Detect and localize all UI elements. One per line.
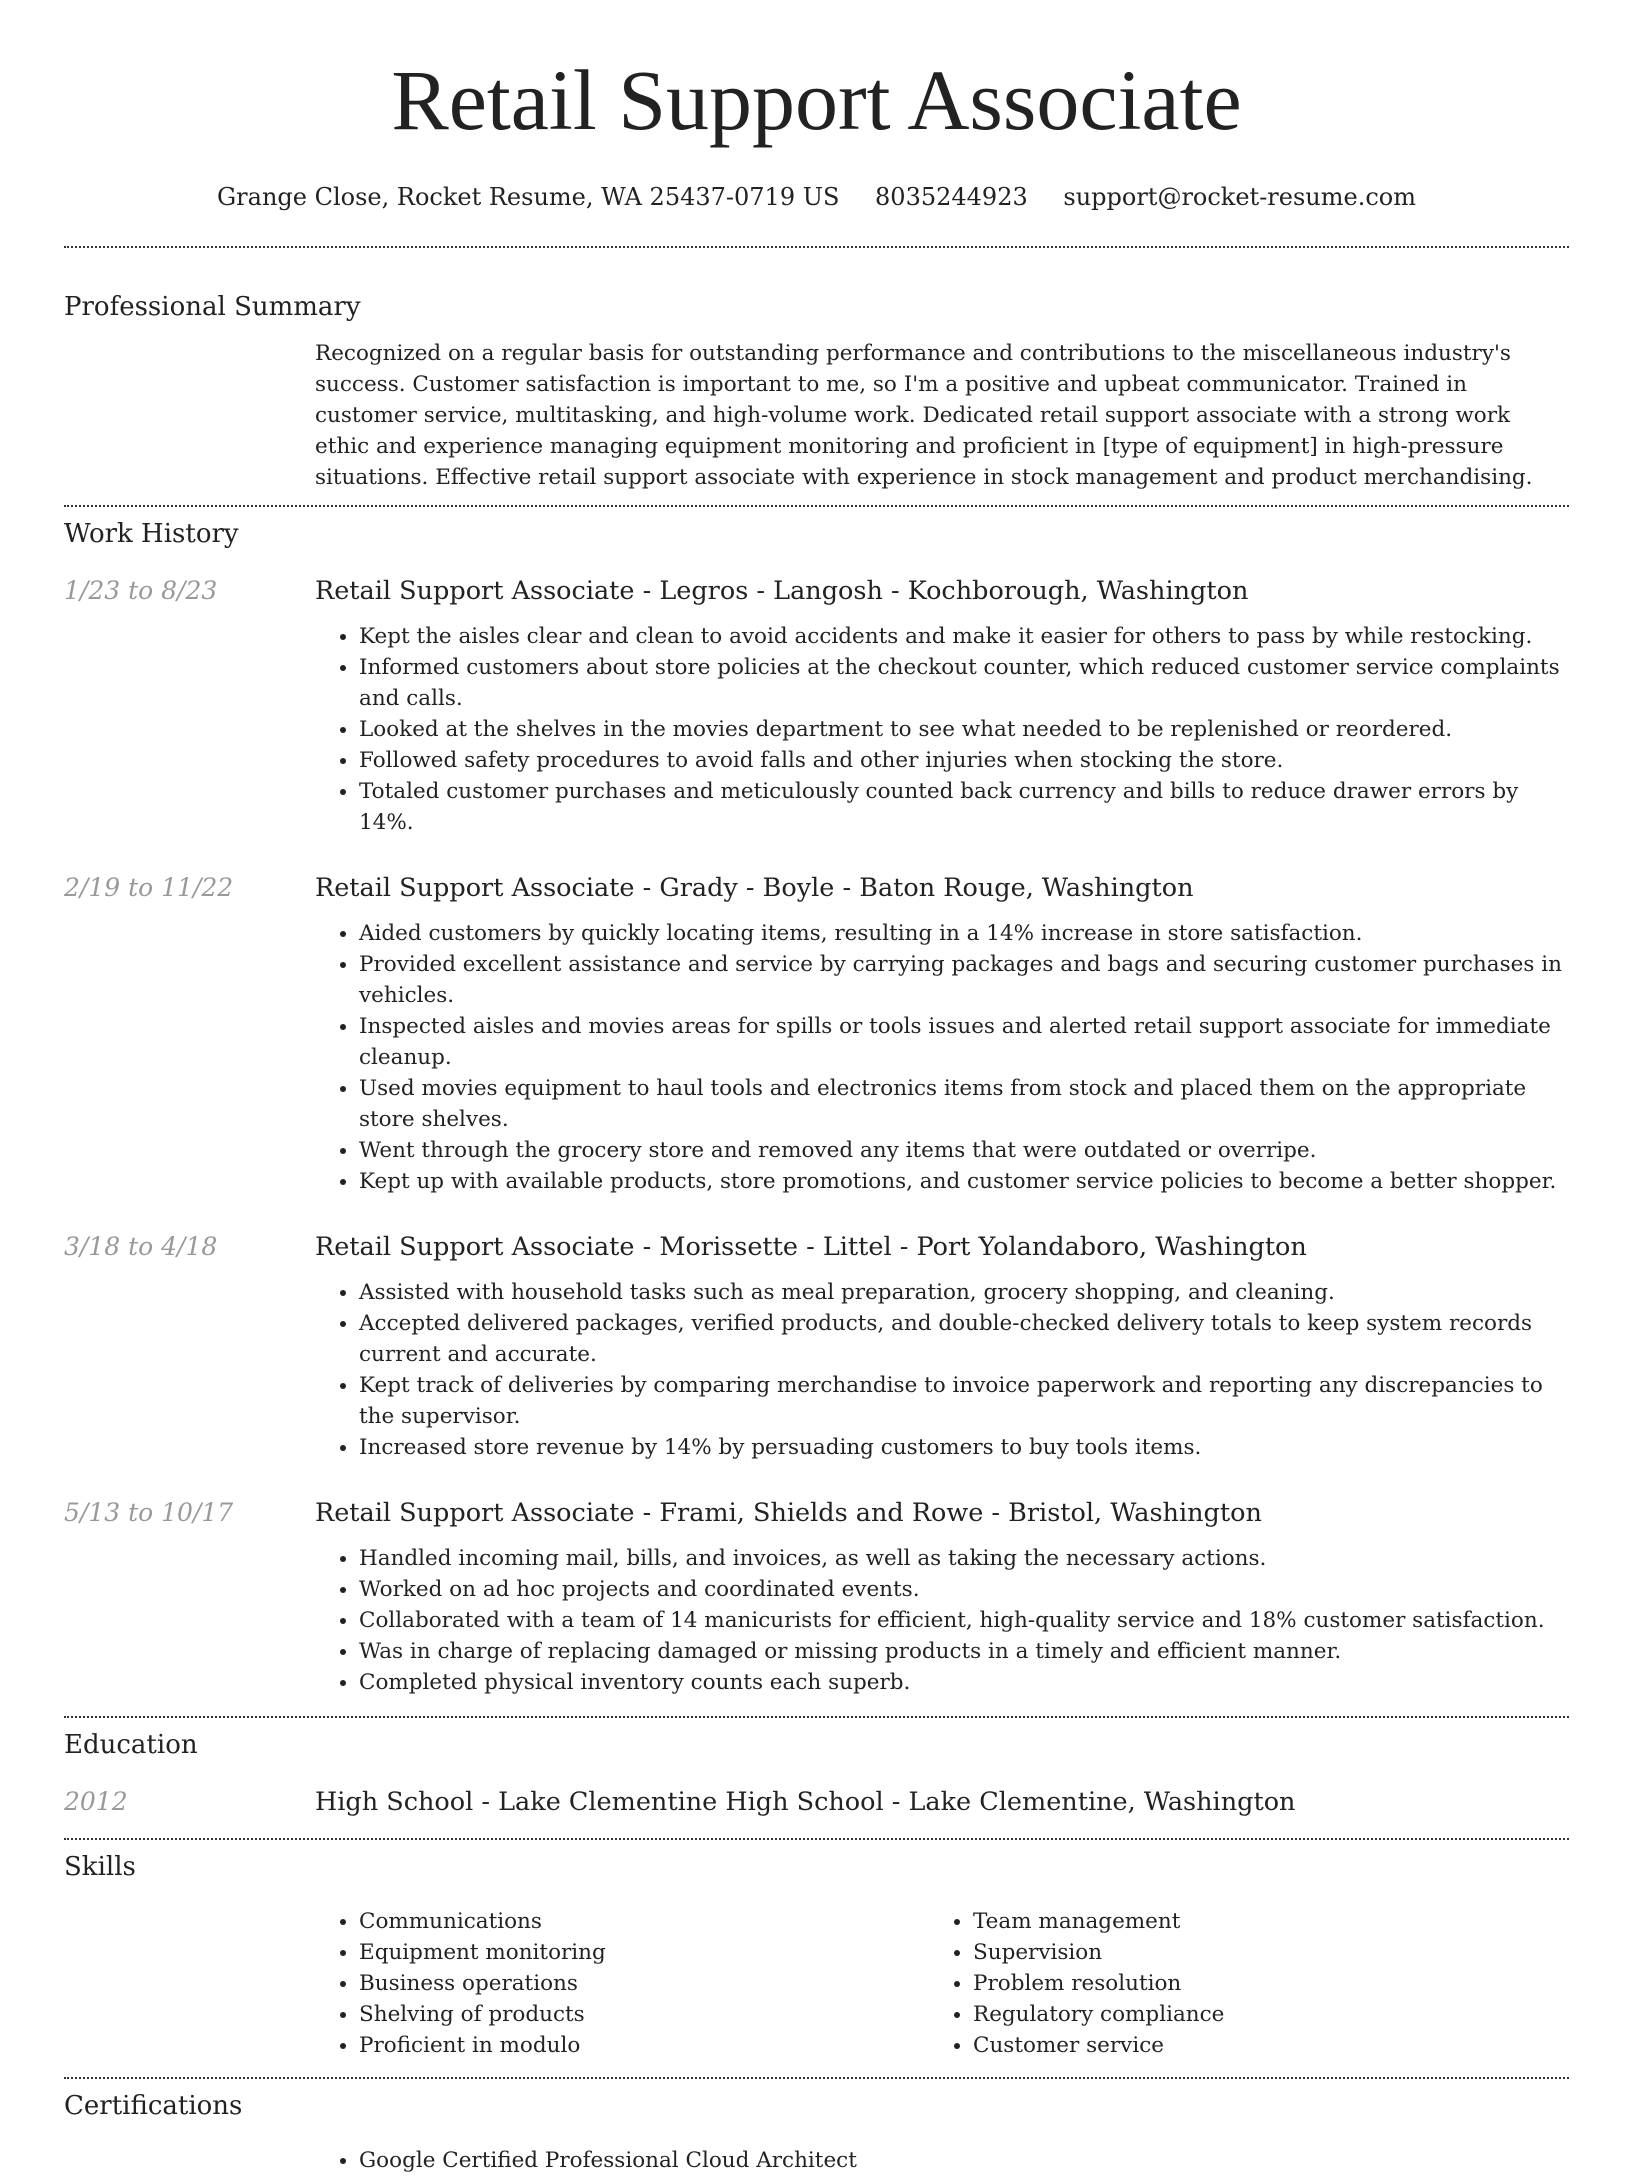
skill-item: • Proficient in modulo bbox=[359, 2030, 929, 2061]
job-bullet: • Informed customers about store policies at the checkout counter, which reduced customer service complaints and calls. bbox=[359, 652, 1569, 714]
job-bullet: • Handled incoming mail, bills, and invoices, as well as taking the necessary actions. bbox=[359, 1543, 1569, 1574]
education-entry bbox=[64, 1786, 1569, 1818]
job-bullet: • Aided customers by quickly locating items, resulting in a 14% increase in store satisfaction. bbox=[359, 918, 1569, 949]
job-dates: 2/19 to 11/22 bbox=[64, 873, 234, 902]
job-bullets bbox=[315, 1543, 1569, 1698]
job-heading: Retail Support Associate - Grady - Boyle - Baton Rouge, Washington bbox=[315, 873, 1194, 903]
job-entry bbox=[64, 575, 1569, 838]
skill-item: • Communications bbox=[359, 1906, 929, 1937]
contact-address: Grange Close, Rocket Resume, WA 25437-0719 US bbox=[217, 183, 840, 211]
job-bullet: • Accepted delivered packages, verified products, and double-checked delivery totals to keep system records current and accurate. bbox=[359, 1308, 1569, 1370]
section-title-work-history: Work History bbox=[64, 519, 239, 549]
skills-column-left bbox=[315, 1906, 929, 2061]
skill-item: • Supervision bbox=[973, 1937, 1543, 1968]
job-entry bbox=[64, 872, 1569, 1197]
divider bbox=[64, 246, 1569, 248]
job-bullet: • Inspected aisles and movies areas for spills or tools issues and alerted retail support associate for immediate cleanup. bbox=[359, 1011, 1569, 1073]
skill-item: • Regulatory compliance bbox=[973, 1999, 1543, 2030]
job-bullet: • Assisted with household tasks such as meal preparation, grocery shopping, and cleaning. bbox=[359, 1277, 1569, 1308]
divider bbox=[64, 505, 1569, 507]
job-bullet: • Completed physical inventory counts each superb. bbox=[359, 1667, 1569, 1698]
job-bullet: • Used movies equipment to haul tools and electronics items from stock and placed them on the appropriate store shelves. bbox=[359, 1073, 1569, 1135]
divider bbox=[64, 1838, 1569, 1840]
skill-item: • Team management bbox=[973, 1906, 1543, 1937]
job-dates: 3/18 to 4/18 bbox=[64, 1232, 218, 1261]
contact-line bbox=[64, 182, 1569, 212]
section-title-education: Education bbox=[64, 1730, 198, 1760]
job-entry bbox=[64, 1231, 1569, 1463]
job-entry bbox=[64, 1497, 1569, 1698]
contact-email: support@rocket-resume.com bbox=[1063, 183, 1416, 211]
skills-column-right bbox=[929, 1906, 1543, 2061]
certification-item: • Google Certified Professional Cloud Architect bbox=[359, 2145, 1569, 2176]
job-bullet: • Looked at the shelves in the movies department to see what needed to be replenished or reordered. bbox=[359, 714, 1569, 745]
job-bullet: • Followed safety procedures to avoid falls and other injuries when stocking the store. bbox=[359, 745, 1569, 776]
skills-list bbox=[315, 1906, 1569, 2061]
section-title-summary: Professional Summary bbox=[64, 292, 361, 322]
job-dates: 1/23 to 8/23 bbox=[64, 576, 218, 605]
resume-title: Retail Support Associate bbox=[391, 52, 1242, 148]
education-year: 2012 bbox=[64, 1787, 128, 1816]
divider bbox=[64, 2077, 1569, 2079]
job-bullet: • Kept track of deliveries by comparing merchandise to invoice paperwork and reporting any discrepancies to the supervisor. bbox=[359, 1370, 1569, 1432]
skill-item: • Equipment monitoring bbox=[359, 1937, 929, 1968]
job-bullet: • Totaled customer purchases and meticulously counted back currency and bills to reduce drawer errors by 14%. bbox=[359, 776, 1569, 838]
divider bbox=[64, 1716, 1569, 1718]
skill-item: • Customer service bbox=[973, 2030, 1543, 2061]
job-bullet: • Worked on ad hoc projects and coordinated events. bbox=[359, 1574, 1569, 1605]
job-bullets bbox=[315, 1277, 1569, 1463]
job-heading: Retail Support Associate - Legros - Langosh - Kochborough, Washington bbox=[315, 576, 1249, 606]
section-title-skills: Skills bbox=[64, 1852, 136, 1882]
skill-item: • Problem resolution bbox=[973, 1968, 1543, 1999]
job-bullet: • Was in charge of replacing damaged or missing products in a timely and efficient manner. bbox=[359, 1636, 1569, 1667]
contact-phone: 8035244923 bbox=[875, 183, 1028, 211]
job-bullet: • Kept the aisles clear and clean to avoid accidents and make it easier for others to pass by while restocking. bbox=[359, 621, 1569, 652]
job-heading: Retail Support Associate - Frami, Shields and Rowe - Bristol, Washington bbox=[315, 1498, 1262, 1528]
job-heading: Retail Support Associate - Morissette - Littel - Port Yolandaboro, Washington bbox=[315, 1232, 1307, 1262]
job-dates: 5/13 to 10/17 bbox=[64, 1498, 234, 1527]
job-bullet: • Increased store revenue by 14% by persuading customers to buy tools items. bbox=[359, 1432, 1569, 1463]
job-bullet: • Went through the grocery store and removed any items that were outdated or overripe. bbox=[359, 1135, 1569, 1166]
resume-page bbox=[64, 0, 1569, 2176]
job-bullet: • Kept up with available products, store promotions, and customer service policies to become a better shopper. bbox=[359, 1166, 1569, 1197]
summary-text: Recognized on a regular basis for outstanding performance and contributions to the miscellaneous industry's success. Customer satisfaction is important to me, so I'm a positive and upbeat communicator. Trained in customer service, multitasking, and high-volume work. Dedicated retail support associate with a strong work ethic and experience managing equipment monitoring and proficient in [type of equipment] in high-pressure situations. Effective retail support associate with experience in stock management and product merchandising. bbox=[315, 341, 1533, 490]
skill-item: • Business operations bbox=[359, 1968, 929, 1999]
certification-list bbox=[315, 2145, 1569, 2176]
job-bullet: • Provided excellent assistance and service by carrying packages and bags and securing customer purchases in vehicles. bbox=[359, 949, 1569, 1011]
skill-item: • Shelving of products bbox=[359, 1999, 929, 2030]
job-bullet: • Collaborated with a team of 14 manicurists for efficient, high-quality service and 18% customer satisfaction. bbox=[359, 1605, 1569, 1636]
education-heading: High School - Lake Clementine High School - Lake Clementine, Washington bbox=[315, 1787, 1296, 1817]
job-bullets bbox=[315, 621, 1569, 838]
job-bullets bbox=[315, 918, 1569, 1197]
section-title-certifications: Certifications bbox=[64, 2091, 243, 2121]
